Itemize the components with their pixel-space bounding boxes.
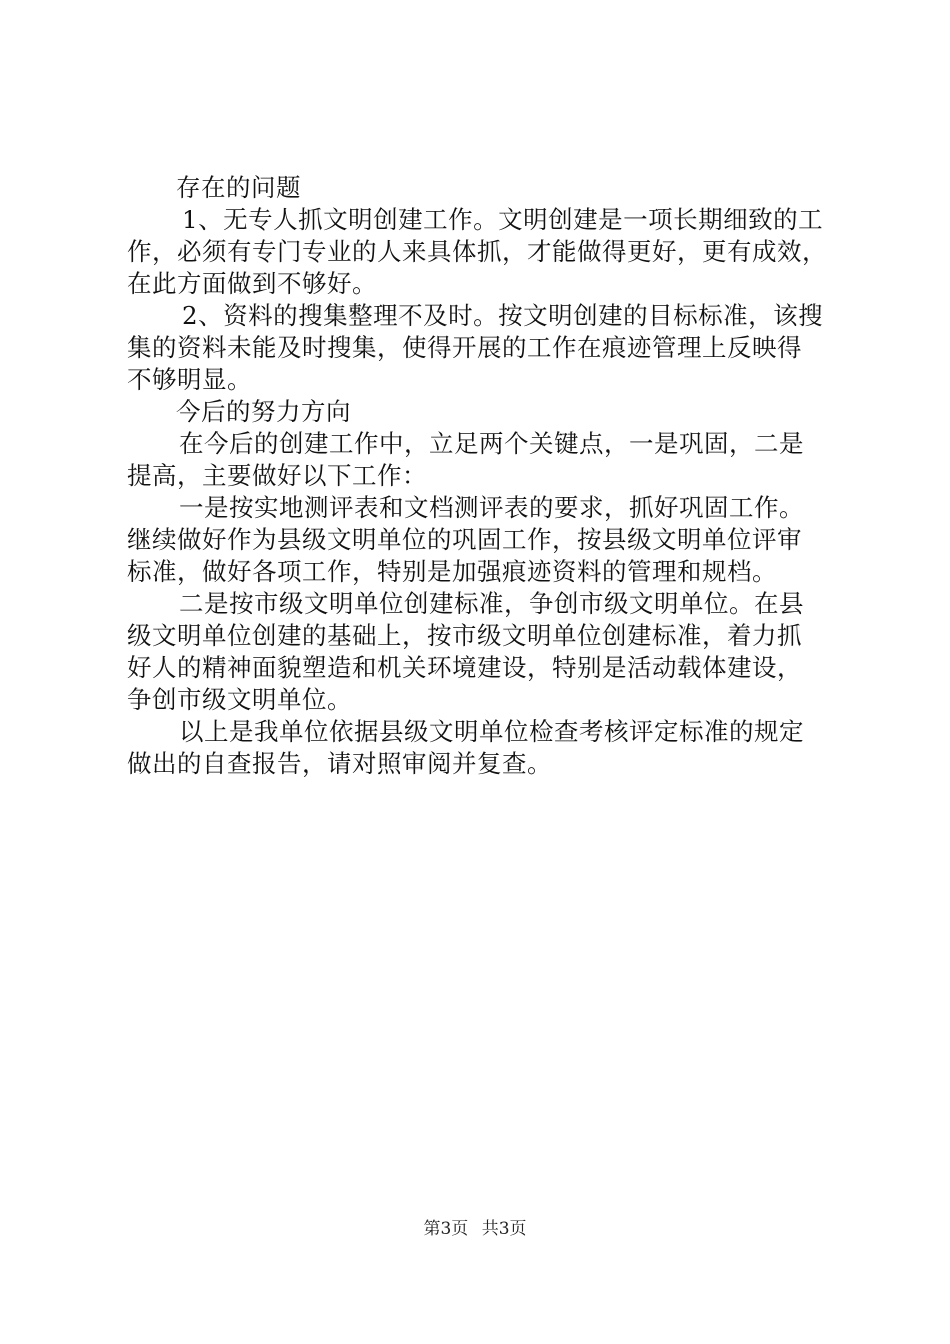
- intro-line-1: 在今后的创建工作中，立足两个关键点，一是巩固，二是: [179, 429, 804, 458]
- point-1-line-1: 一是按实地测评表和文档测评表的要求，抓好巩固工作。: [179, 493, 804, 522]
- point-1-line-2: 继续做好作为县级文明单位的巩固工作，按县级文明单位评审: [127, 525, 802, 554]
- page-number-current: 第3页: [423, 1219, 469, 1239]
- point-1-line-3: 标准，做好各项工作，特别是加强痕迹资料的管理和规档。: [127, 557, 777, 586]
- point-2-line-1: 二是按市级文明单位创建标准，争创市级文明单位。在县: [179, 589, 804, 618]
- problem-2-line-3: 不够明显。: [127, 365, 252, 394]
- point-2-line-2: 级文明单位创建的基础上，按市级文明单位创建标准，着力抓: [127, 621, 802, 650]
- intro-line-2: 提高，主要做好以下工作：: [127, 461, 427, 490]
- heading-direction: 今后的努力方向: [176, 397, 351, 426]
- page-footer: [0, 1218, 950, 1240]
- point-2-line-3: 好人的精神面貌塑造和机关环境建设，特别是活动载体建设，: [127, 653, 802, 682]
- problem-1-line-3: 在此方面做到不够好。: [127, 269, 377, 298]
- heading-problems: 存在的问题: [176, 173, 301, 202]
- problem-1-line-1: 1、无专人抓文明创建工作。文明创建是一项长期细致的工: [182, 205, 824, 234]
- conclusion-line-2: 做出的自查报告，请对照审阅并复查。: [127, 749, 552, 778]
- document-body: [127, 172, 837, 780]
- page-number-total: 共3页: [481, 1219, 527, 1239]
- problem-2-line-1: 2、资料的搜集整理不及时。按文明创建的目标标准，该搜: [182, 301, 824, 330]
- problem-2-line-2: 集的资料未能及时搜集，使得开展的工作在痕迹管理上反映得: [127, 333, 802, 362]
- problem-1-line-2: 作，必须有专门专业的人来具体抓，才能做得更好，更有成效，: [127, 237, 827, 266]
- point-2-line-4: 争创市级文明单位。: [127, 685, 352, 714]
- conclusion-line-1: 以上是我单位依据县级文明单位检查考核评定标准的规定: [179, 717, 804, 746]
